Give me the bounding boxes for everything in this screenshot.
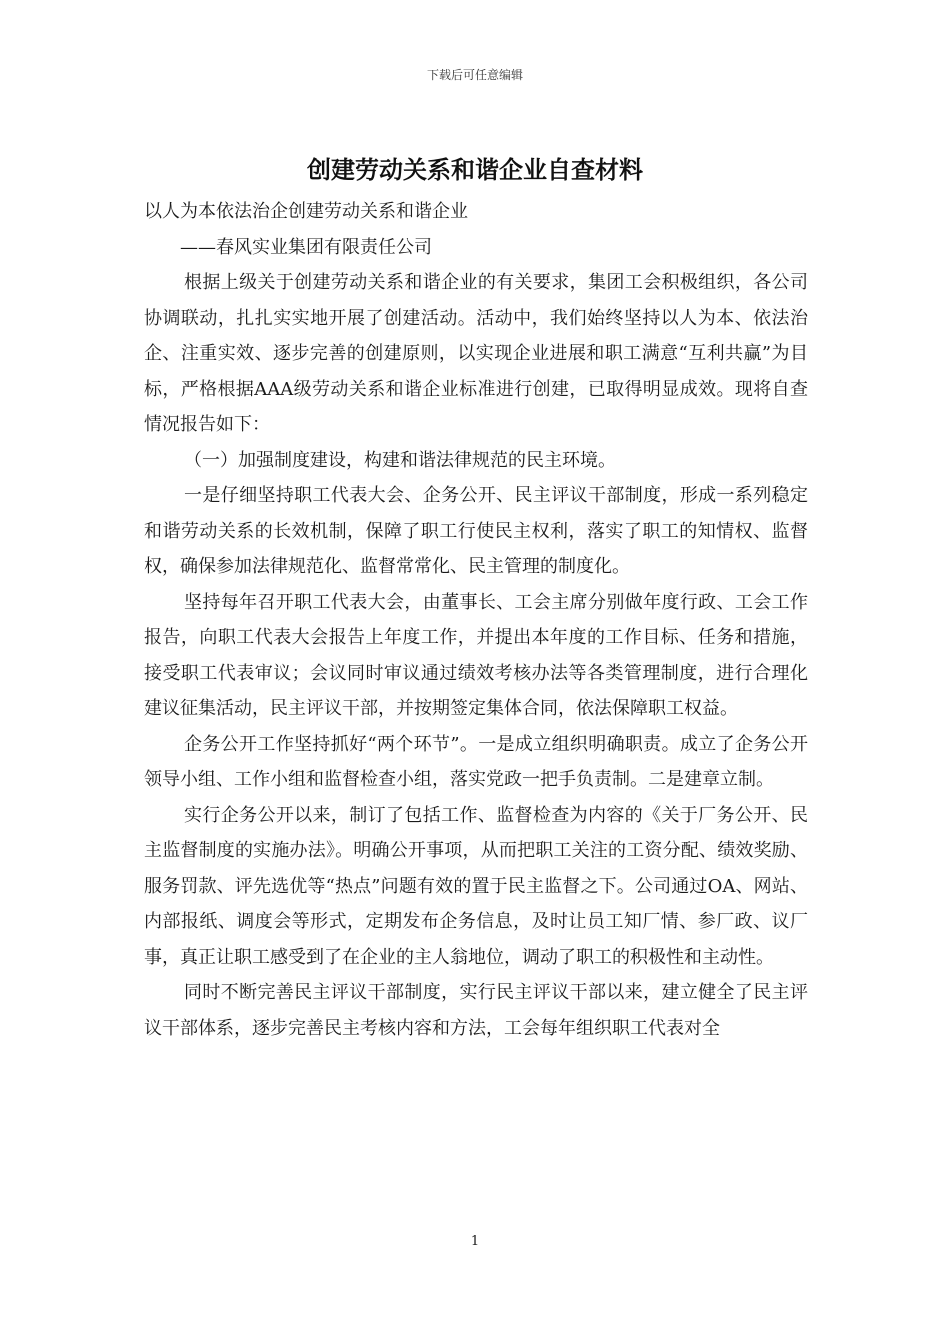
document-body bbox=[144, 194, 808, 1046]
paragraph: 实行企务公开以来，制订了包括工作、监督检查为内容的《关于厂务公开、民主监督制度的实施办法》。明确公开事项，从而把职工关注的工资分配、绩效奖励、服务罚款、评先选优等“热点”问题有效的置于民主监督之下。公司通过OA、网站、内部报纸、调度会等形式，定期发布企务信息，及时让员工知厂情、参厂政、议厂事，真正让职工感受到了在企业的主人翁地位，调动了职工的积极性和主动性。 bbox=[144, 804, 808, 968]
paragraph: 一是仔细坚持职工代表大会、企务公开、民主评议干部制度，形成一系列稳定和谐劳动关系的长效机制，保障了职工行使民主权利，落实了职工的知情权、监督权，确保参加法律规范化、监督常常化、民主管理的制度化。 bbox=[144, 485, 808, 577]
paragraph-intro: 根据上级关于创建劳动关系和谐企业的有关要求，集团工会积极组织，各公司协调联动，扎扎实实地开展了创建活动。活动中，我们始终坚持以人为本、依法治企、注重实效、逐步完善的创建原则，以实现企业进展和职工满意“互利共赢”为目标，严格根据AAA级劳动关系和谐企业标准进行创建，已取得明显成效。现将自查情况报告如下： bbox=[144, 272, 808, 435]
section-heading: （一）加强制度建设，构建和谐法律规范的民主环境。 bbox=[184, 449, 616, 471]
header-note: 下载后可任意编辑 bbox=[426, 68, 523, 82]
page-number: 1 bbox=[470, 1234, 480, 1249]
paragraph: 同时不断完善民主评议干部制度，实行民主评议干部以来，建立健全了民主评议干部体系，逐步完善民主考核内容和方法，工会每年组织职工代表对全 bbox=[144, 982, 808, 1039]
document-attribution: ——春风实业集团有限责任公司 bbox=[180, 236, 432, 258]
document-title: 创建劳动关系和谐企业自查材料 bbox=[307, 156, 643, 184]
paragraph: 企务公开工作坚持抓好“两个环节”。一是成立组织明确职责。成立了企务公开领导小组、工作小组和监督检查小组，落实党政一把手负责制。二是建章立制。 bbox=[144, 733, 808, 790]
paragraph: 坚持每年召开职工代表大会，由董事长、工会主席分别做年度行政、工会工作报告，向职工代表大会报告上年度工作，并提出本年度的工作目标、任务和措施，接受职工代表审议；会议同时审议通过绩效考核办法等各类管理制度，进行合理化建议征集活动，民主评议干部，并按期签定集体合同，依法保障职工权益。 bbox=[144, 591, 808, 719]
document-subtitle: 以人为本依法治企创建劳动关系和谐企业 bbox=[144, 201, 468, 222]
